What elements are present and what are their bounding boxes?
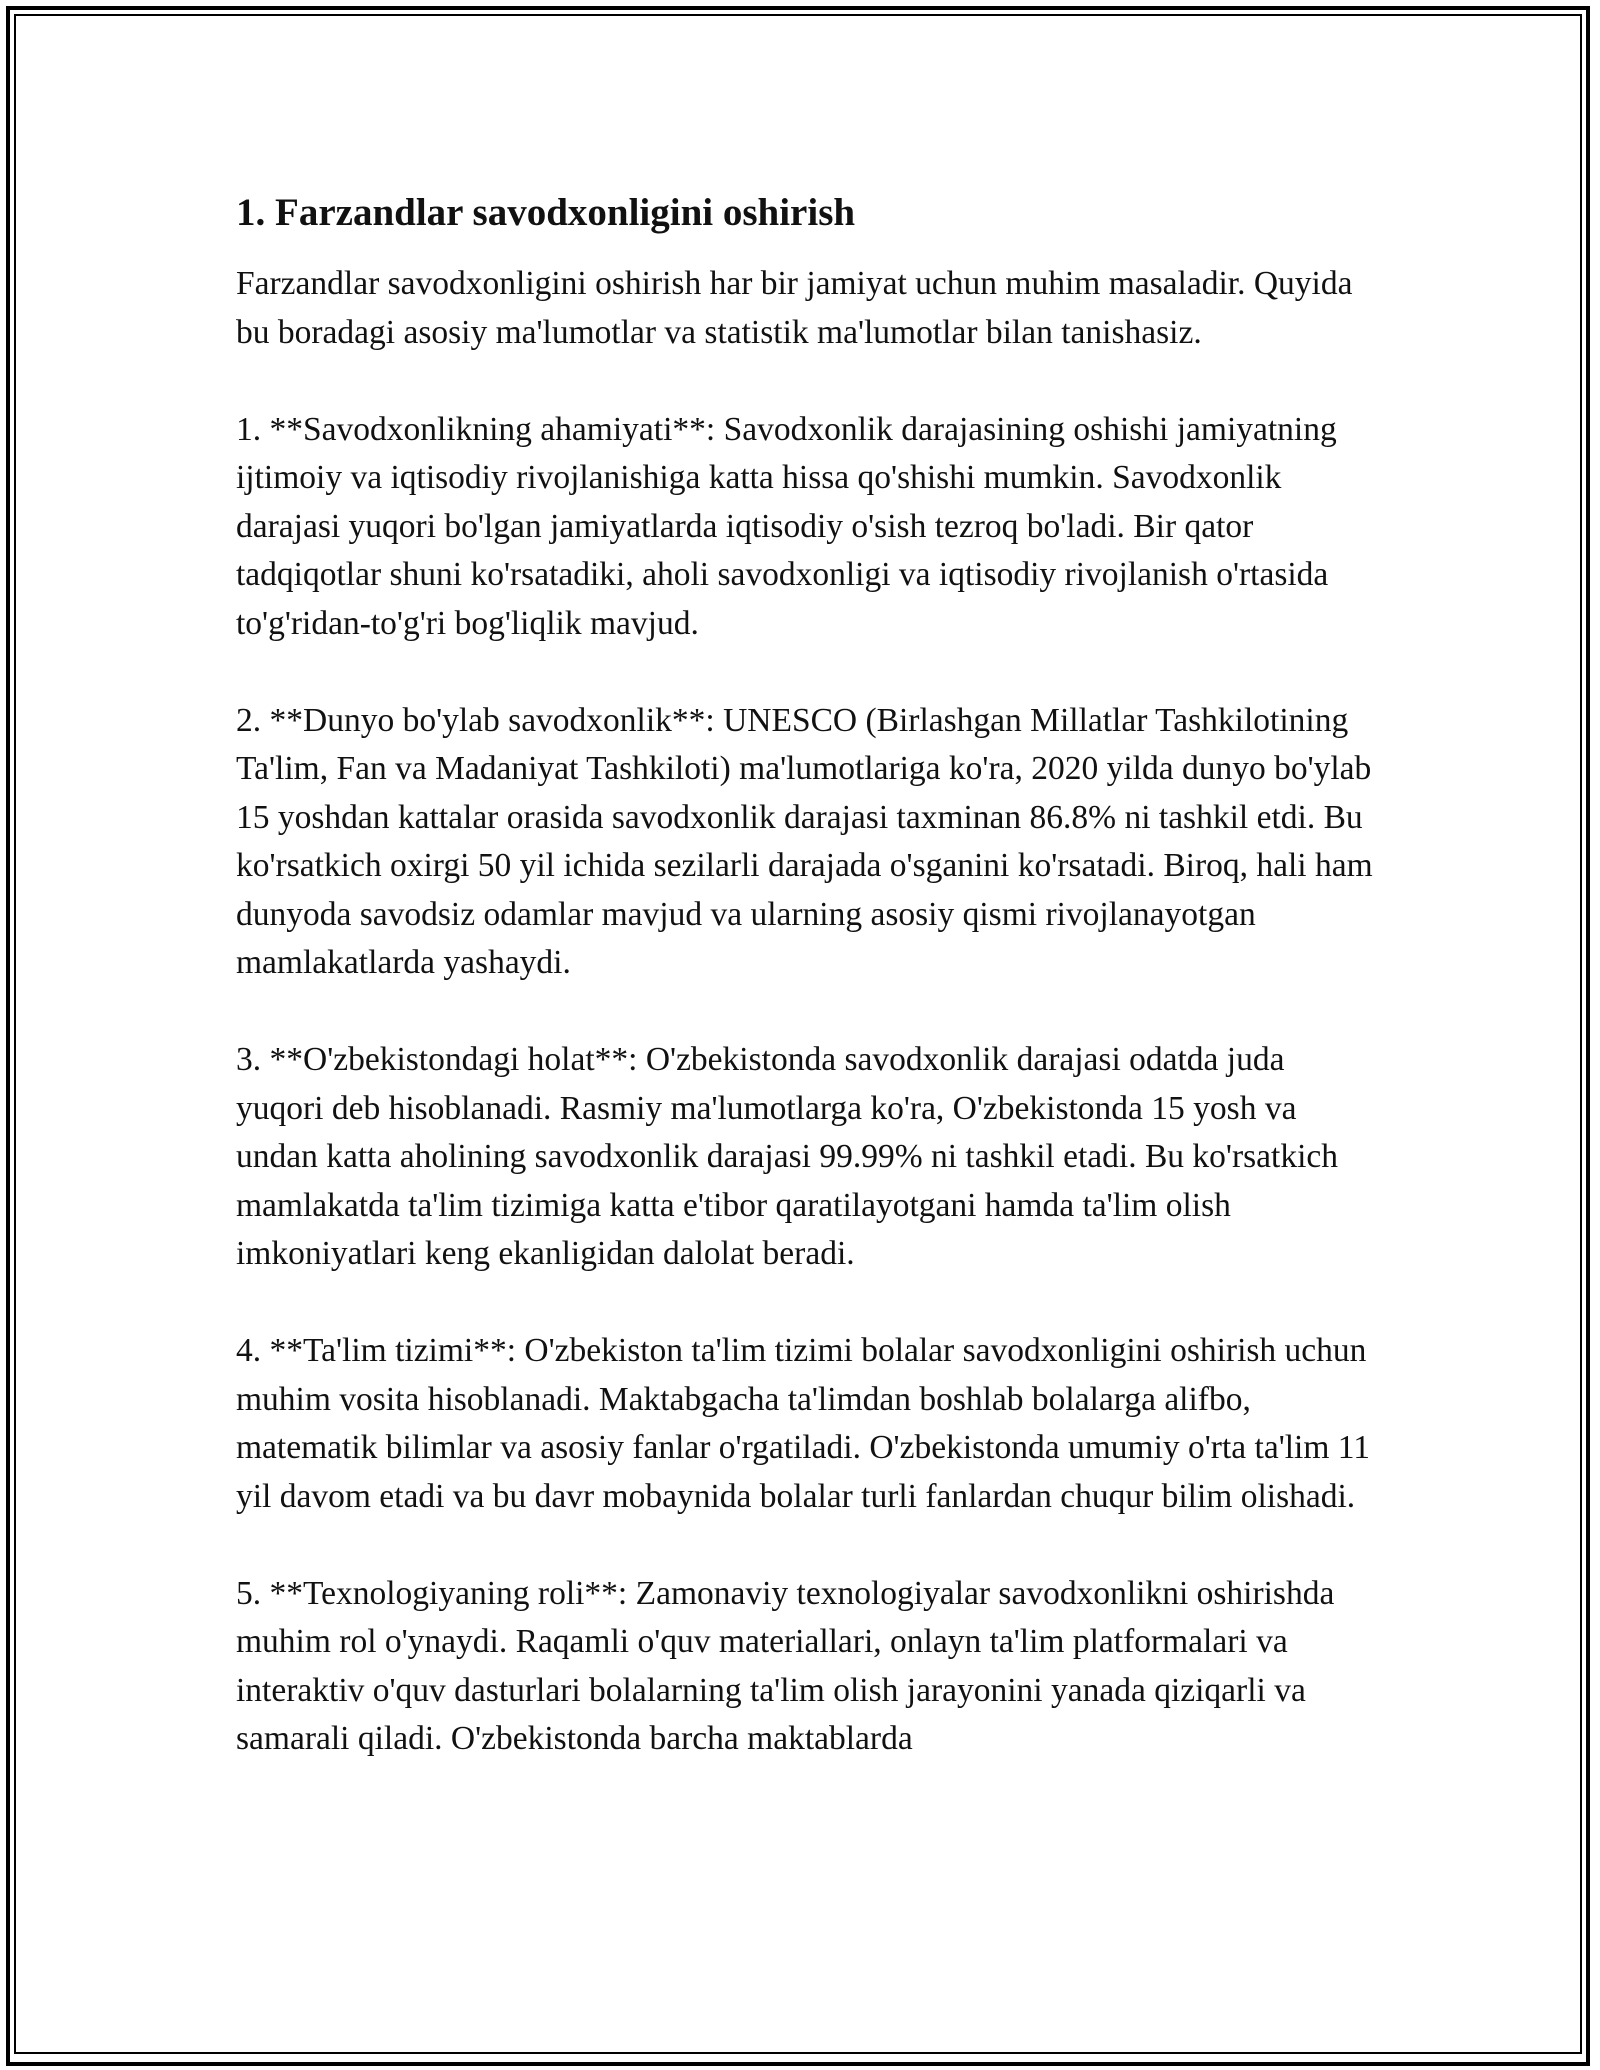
intro-paragraph: Farzandlar savodxonligini oshirish har bir jamiyat uchun muhim masaladir. Quyida bu boradagi asosiy ma'lumotlar va statistik ma'lumotlar bilan tanishasiz.	[236, 265, 1353, 351]
paragraph-world-literacy: 2. **Dunyo bo'ylab savodxonlik**: UNESCO (Birlashgan Millatlar Tashkilotining Ta'lim, Fan va Madaniyat Tashkiloti) ma'lumotlariga ko'ra, 2020 yilda dunyo bo'ylab 15 yoshdan kattalar orasida savodxonlik darajasi taxminan 86.8% ni tashkil etdi. Bu ko'rsatkich oxirgi 50 yil ichida sezilarli darajada o'sganini ko'rsatadi. Biroq, hali ham dunyoda savodsiz odamlar mavjud va ularning asosiy qismi rivojlanayotgan mamlakatlarda yashaydi.	[236, 701, 1373, 981]
paragraph-uzbekistan-status: 3. **O'zbekistondagi holat**: O'zbekistonda savodxonlik darajasi odatda juda yuqori deb hisoblanadi. Rasmiy ma'lumotlarga ko'ra, O'zbekistonda 15 yosh va undan katta aholining savodxonlik darajasi 99.99% ni tashkil etadi. Bu ko'rsatkich mamlakatda ta'lim tizimiga katta e'tibor qaratilayotgani hamda ta'lim olish imkoniyatlari keng ekanligidan dalolat beradi.	[236, 1041, 1339, 1272]
paragraph-literacy-importance: 1. **Savodxonlikning ahamiyati**: Savodxonlik darajasining oshishi jamiyatning ijtimoiy va iqtisodiy rivojlanishiga katta hissa qo'shishi mumkin. Savodxonlik darajasi yuqori bo'lgan jamiyatlarda iqtisodiy o'sish tezroq bo'ladi. Bir qator tadqiqotlar shuni ko'rsatadiki, aholi savodxonligi va iqtisodiy rivojlanish o'rtasida to'g'ridan-to'g'ri bog'liqlik mavjud.	[236, 410, 1337, 642]
section-heading: 1. Farzandlar savodxonligini oshirish	[236, 191, 856, 234]
paragraph-education-system: 4. **Ta'lim tizimi**: O'zbekiston ta'lim tizimi bolalar savodxonligini oshirish uchun muhim vosita hisoblanadi. Maktabgacha ta'limdan boshlab bolalarga alifbo, matematik bilimlar va asosiy fanlar o'rgatiladi. O'zbekistonda umumiy o'rta ta'lim 11 yil davom etadi va bu davr mobaynida bolalar turli fanlardan chuqur bilim olishadi.	[236, 1332, 1371, 1515]
paragraph-technology-role: 5. **Texnologiyaning roli**: Zamonaviy texnologiyalar savodxonlikni oshirishda muhim rol o'ynaydi. Raqamli o'quv materiallari, onlayn ta'lim platformalari va interaktiv o'quv dasturlari bolalarning ta'lim olish jarayonini yanada qiziqarli va samarali qiladi. O'zbekistonda barcha maktablarda	[236, 1574, 1335, 1757]
document-body	[236, 188, 1376, 1812]
